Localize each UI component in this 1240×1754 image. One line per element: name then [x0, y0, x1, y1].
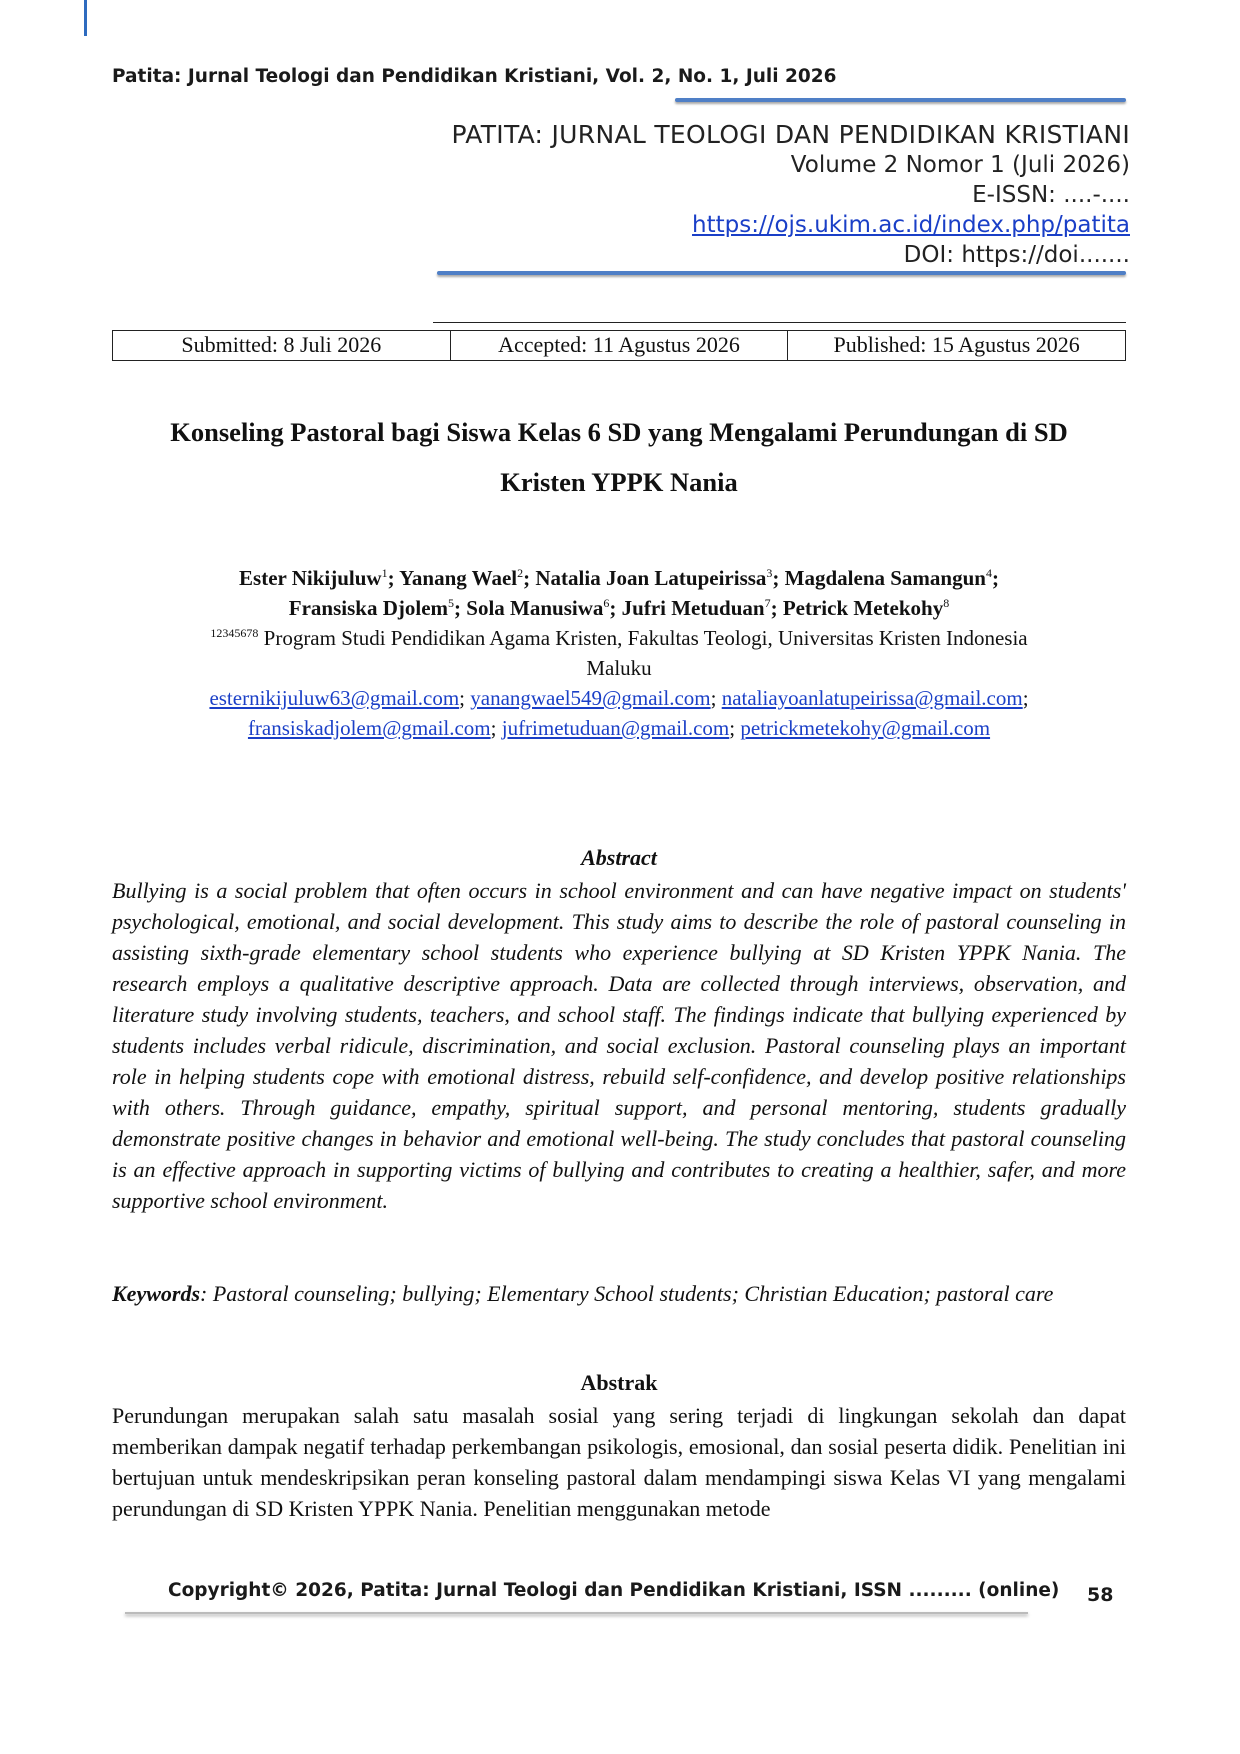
author-mark: 8 — [943, 596, 950, 610]
margin-accent-bar — [84, 0, 87, 36]
journal-url-link[interactable]: https://ojs.ukim.ac.id/index.php/patita — [692, 212, 1130, 238]
masthead-rule — [437, 271, 1126, 275]
masthead — [451, 120, 1130, 270]
author-name: Ester Nikijuluw — [239, 566, 382, 590]
keywords-label: Keywords — [112, 1281, 200, 1306]
keywords — [112, 1278, 1126, 1309]
accepted-date: Accepted: 11 Agustus 2026 — [450, 331, 788, 361]
author-mark: 6 — [603, 596, 610, 610]
affiliation — [112, 623, 1126, 653]
author-name: Fransiska Djolem — [288, 596, 449, 620]
header-rule — [675, 98, 1126, 102]
author-mark: 4 — [985, 566, 992, 580]
article-title — [112, 407, 1126, 507]
email-link[interactable]: jufrimetuduan@gmail.com — [501, 716, 730, 740]
keywords-text: : Pastoral counseling; bullying; Elementary School students; Christian Education; pastoral care — [200, 1281, 1054, 1306]
email-link[interactable]: fransiskadjolem@gmail.com — [247, 716, 491, 740]
author-mark: 7 — [764, 596, 771, 610]
submitted-date: Submitted: 8 Juli 2026 — [113, 331, 451, 361]
author-names-line-1: Ester Nikijuluw$^1$; Yanang Wael$^2$; Natalia Joan Latupeirissa$^3$; Magdalena Samangun$^4$; — [239, 566, 999, 590]
author-name: Petrick Metekohy — [782, 596, 944, 620]
journal-name: PATITA: JURNAL TEOLOGI DAN PENDIDIKAN KRISTIANI — [451, 120, 1130, 149]
email-link[interactable]: yanangwael549@gmail.com — [470, 686, 711, 710]
author-name: Magdalena Samangun — [784, 566, 986, 590]
author-mark: 2 — [517, 566, 524, 580]
footer-copyright: Copyright© 2026, Patita: Jurnal Teologi dan Pendidikan Kristiani, ISSN ......... (online) — [168, 1580, 1060, 1601]
email-link[interactable]: nataliayoanlatupeirissa@gmail.com — [721, 686, 1023, 710]
abstract-id-heading: Abstrak — [580, 1370, 658, 1395]
email-link[interactable]: esternikijuluw63@gmail.com — [209, 686, 460, 710]
published-date: Published: 15 Agustus 2026 — [788, 331, 1126, 361]
abstract-id-text: Perundungan merupakan salah satu masalah sosial yang sering terjadi di lingkungan sekolah dan dapat memberikan dampak negatif terhadap perkembangan psikologis, emosional, dan sosial peserta didik. Penelitian ini bertujuan untuk mendeskripsikan peran konseling pastoral dalam mendampingi siswa Kelas VI yang mengalami perundungan di SD Kristen YPPK Nania. Penelitian menggunakan metode — [112, 1403, 1126, 1521]
dates-top-rule — [433, 322, 1126, 323]
affiliation-marks: 12345678 — [210, 626, 259, 640]
author-mark: 3 — [766, 566, 773, 580]
affiliation-line-2: Maluku — [586, 656, 652, 680]
abstract-en-heading: Abstract — [581, 845, 657, 870]
author-mark: 1 — [381, 566, 388, 580]
journal-doi: DOI: https://doi....... — [903, 242, 1130, 268]
abstract-en-text: Bullying is a social problem that often occurs in school environment and can have negative impact on students' psychological, emotional, and social development. This study aims to describe the role of pastoral counseling in assisting sixth-grade elementary school students who experience bullying at SD Kristen YPPK Nania. The research employs a qualitative descriptive approach. Data are collected through interviews, observation, and literature study involving students, teachers, and school staff. The findings indicate that bullying experienced by students includes verbal ridicule, discrimination, and social exclusion. Pastoral counseling plays an important role in helping students cope with emotional distress, rebuild self-confidence, and develop positive relationships with others. Through guidance, empathy, spiritual support, and personal mentoring, students gradually demonstrate positive changes in behavior and emotional well-being. The study concludes that pastoral counseling is an effective approach in supporting victims of bullying and contributes to creating a healthier, safer, and more supportive school environment. — [112, 878, 1126, 1213]
author-mark: 5 — [448, 596, 455, 610]
title-line-2: Kristen YPPK Nania — [500, 467, 738, 497]
affiliation-line-1: Program Studi Pendidikan Agama Kristen, Fakultas Teologi, Universitas Kristen Indonesia — [263, 626, 1028, 650]
running-head: Patita: Jurnal Teologi dan Pendidikan Kristiani, Vol. 2, No. 1, Juli 2026 — [112, 66, 837, 87]
author-name: Yanang Wael — [399, 566, 518, 590]
email-line-2: fransiskadjolem@gmail.com; jufrimetuduan@gmail.com; petrickmetekohy@gmail.com — [247, 716, 991, 740]
journal-volume: Volume 2 Nomor 1 (Juli 2026) — [790, 152, 1130, 178]
journal-eissn: E-ISSN: ....-.... — [972, 182, 1130, 208]
page-number: 58 — [1087, 1584, 1114, 1606]
email-line-1: esternikijuluw63@gmail.com; yanangwael549@gmail.com; nataliayoanlatupeirissa@gmail.com; — [209, 686, 1029, 710]
author-name: Sola Manusiwa — [466, 596, 604, 620]
author-names-line-2: Fransiska Djolem$^5$; Sola Manusiwa$^6$; Jufri Metuduan$^7$; Petrick Metekohy$^8$ — [288, 596, 950, 620]
title-line-1: Konseling Pastoral bagi Siswa Kelas 6 SD yang Mengalami Perundungan di SD — [170, 417, 1068, 447]
author-name: Jufri Metuduan — [621, 596, 765, 620]
footer-rule — [125, 1612, 1028, 1614]
email-link[interactable]: petrickmetekohy@gmail.com — [740, 716, 991, 740]
dates-table — [112, 330, 1126, 361]
author-block — [112, 563, 1126, 743]
author-name: Natalia Joan Latupeirissa — [535, 566, 767, 590]
